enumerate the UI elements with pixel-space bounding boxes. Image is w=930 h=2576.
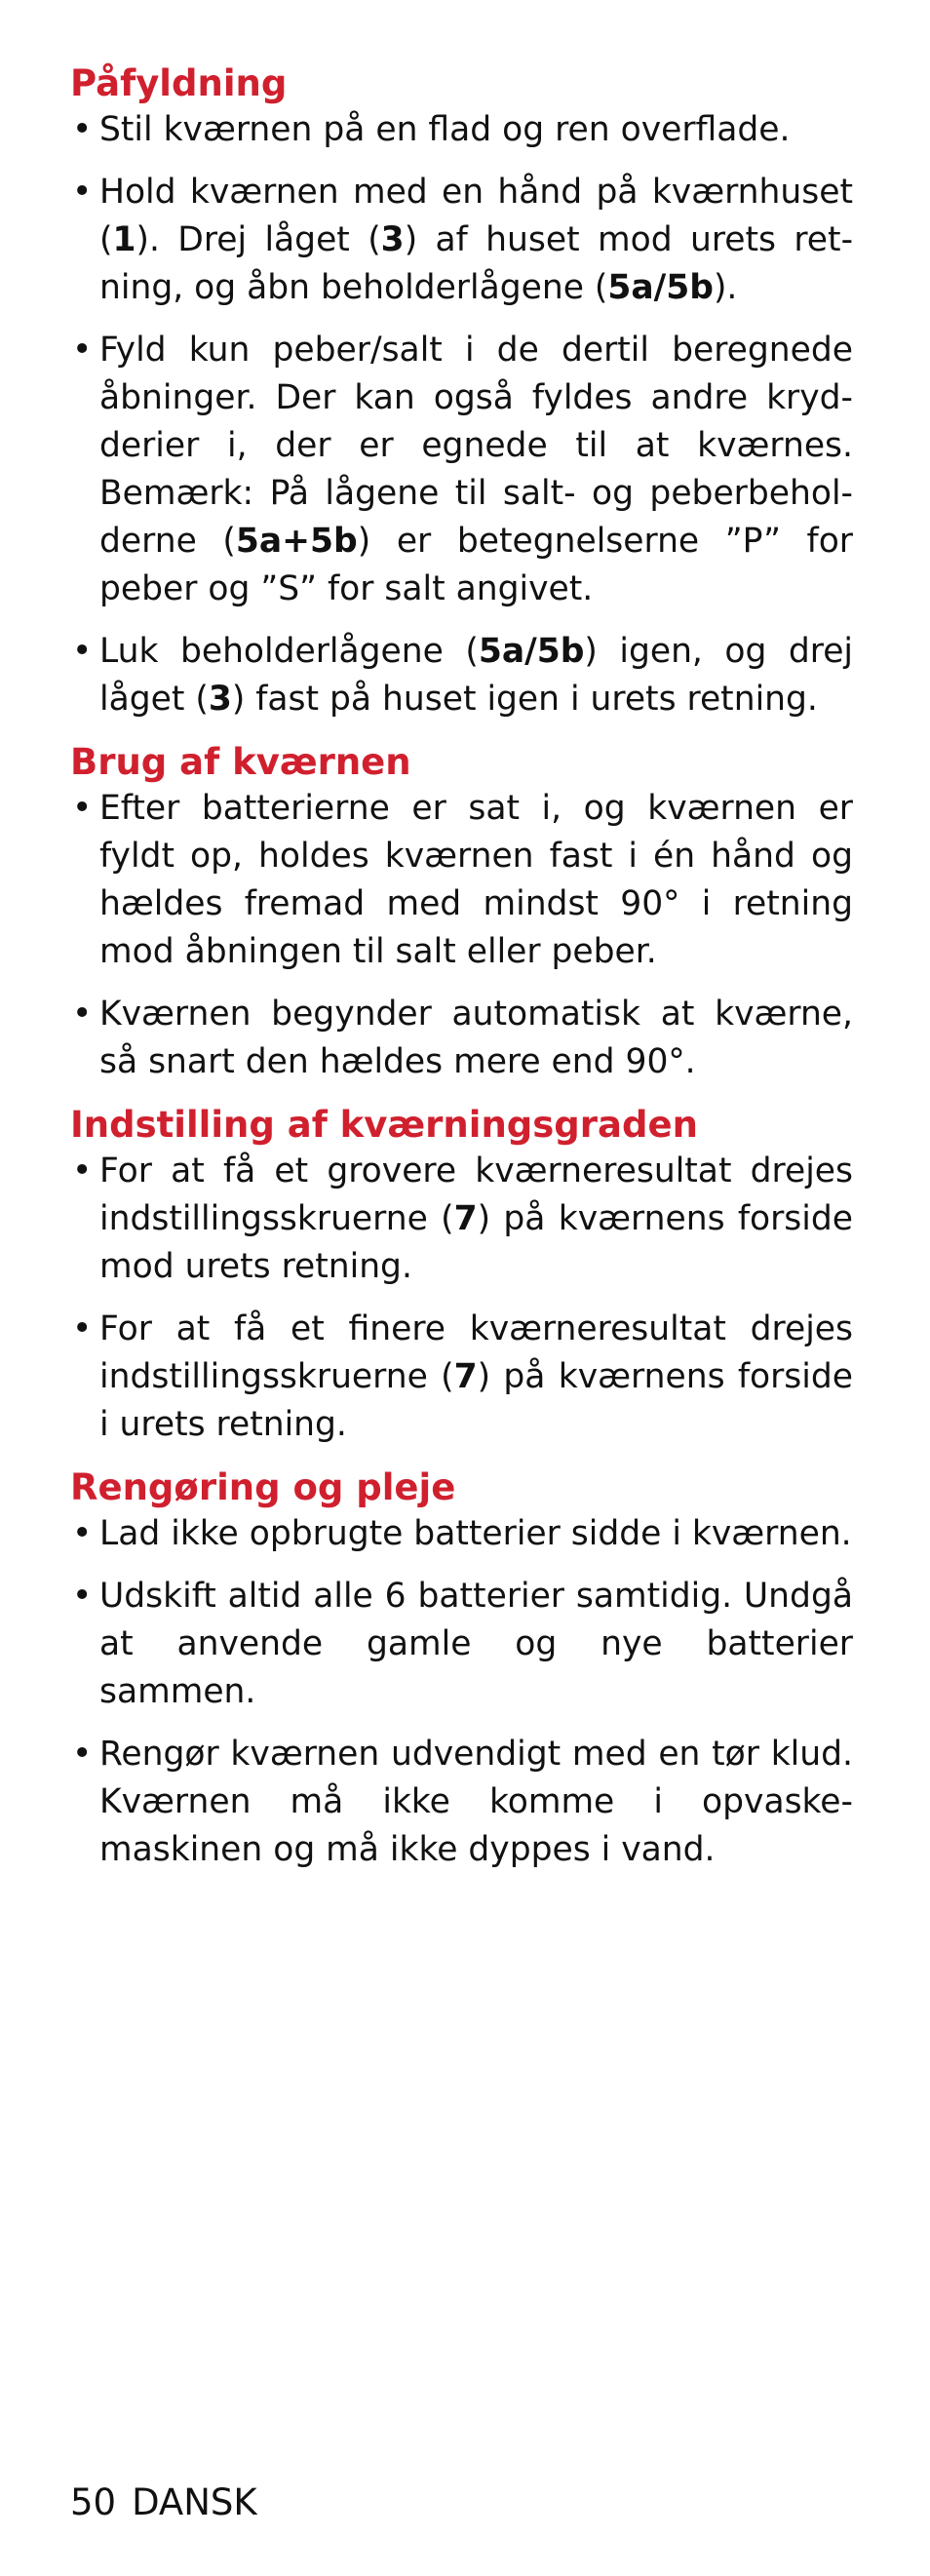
bullet-item	[70, 1148, 853, 1291]
bullet-item	[70, 991, 853, 1086]
text-run: Udskift altid alle 6 batterier samtidig. Undgå at anvende gamle og nye batterier sammen.	[99, 1577, 853, 1711]
part-reference: 7	[453, 1357, 478, 1396]
bullet-text	[99, 331, 853, 608]
section-title: Indstilling af kværningsgraden	[70, 1104, 698, 1146]
bullet-dot-icon: •	[72, 1309, 93, 1348]
text-run: ) på kværnens forside i urets retning.	[99, 1357, 853, 1444]
bullet-dot-icon: •	[72, 110, 93, 149]
bullet-item	[70, 106, 853, 154]
text-run: ) af huset mod urets retning, og åbn beholderlågene (	[99, 220, 854, 307]
bullet-list	[70, 1148, 853, 1449]
part-reference: 3	[380, 220, 405, 259]
bullet-item	[70, 169, 853, 312]
page-number: 50	[70, 2481, 117, 2523]
sections-container	[70, 60, 853, 1874]
part-reference: 1	[112, 220, 136, 259]
part-reference: 7	[453, 1199, 478, 1238]
bullet-dot-icon: •	[72, 1151, 93, 1190]
bullet-text	[99, 110, 791, 149]
bullet-dot-icon: •	[72, 995, 93, 1034]
bullet-dot-icon: •	[72, 1514, 93, 1553]
bullet-dot-icon: •	[72, 331, 93, 370]
text-run: For at få et grovere kværneresultat drejes indstillingsskruerne (	[99, 1151, 853, 1238]
bullet-dot-icon: •	[72, 632, 93, 671]
bullet-item	[70, 1731, 853, 1874]
text-run: Fyld kun peber/salt i de dertil beregnede åbninger. Der kan også fyldes andre krydderier i, der er egnede til at kværnes. Bemærk: På lågene til salt- og peberbeholderne (	[99, 331, 853, 561]
bullet-dot-icon: •	[72, 173, 93, 212]
text-run: ) fast på huset igen i urets retning.	[231, 680, 818, 719]
bullet-dot-icon: •	[72, 1735, 93, 1774]
part-reference: 5a/5b	[607, 268, 714, 307]
text-run: ) igen, og drej låget (	[99, 632, 854, 719]
bullet-list	[70, 106, 853, 723]
text-run: Lad ikke opbrugte batterier sidde i kværnen.	[99, 1514, 852, 1553]
language-label: DANSK	[132, 2481, 257, 2523]
text-run: Kværnen begynder automatisk at kværne, så snart den hældes mere end 90°.	[99, 995, 853, 1081]
section	[70, 1464, 853, 1874]
bullet-item	[70, 1510, 853, 1558]
text-run: ).	[713, 268, 738, 307]
bullet-text	[99, 1514, 852, 1553]
bullet-item	[70, 628, 853, 723]
text-run: Hold kværnen med en hånd på kværnhuset (	[99, 173, 853, 259]
part-reference: 3	[208, 680, 232, 719]
bullet-text	[99, 1577, 853, 1711]
bullet-text	[99, 995, 853, 1081]
section-title: Brug af kværnen	[70, 741, 411, 783]
text-run: ) er betegnelserne ”P” for peber og ”S” for salt angivet.	[99, 522, 853, 608]
text-run: Efter batterierne er sat i, og kværnen er fyldt op, holdes kværnen fast i én hånd og hældes fremad med mindst 90° i retning mod åbningen til salt eller peber.	[99, 789, 853, 971]
bullet-dot-icon: •	[72, 1577, 93, 1616]
text-run: Stil kværnen på en flad og ren overflade.	[99, 110, 791, 149]
text-run: ). Drej låget (	[136, 220, 381, 259]
section-title: Rengøring og pleje	[70, 1466, 456, 1508]
bullet-text	[99, 789, 853, 971]
bullet-text	[99, 173, 853, 307]
part-reference: 5a+5b	[235, 522, 358, 561]
bullet-text	[99, 632, 853, 719]
bullet-item	[70, 1573, 853, 1716]
bullet-item	[70, 785, 853, 976]
section	[70, 739, 853, 1086]
bullet-text	[99, 1735, 853, 1869]
bullet-text	[99, 1151, 853, 1286]
text-run: For at få et finere kværneresultat drejes indstillingsskruerne (	[99, 1309, 853, 1396]
bullet-list	[70, 785, 853, 1086]
bullet-text	[99, 1309, 853, 1444]
section	[70, 60, 853, 723]
page-footer	[70, 2479, 257, 2525]
part-reference: 5a/5b	[478, 632, 585, 671]
bullet-item	[70, 327, 853, 613]
bullet-dot-icon: •	[72, 789, 93, 828]
text-run: ) på kværnens forside mod urets retning.	[99, 1199, 853, 1286]
text-run: Rengør kværnen udvendigt med en tør klud. Kværnen må ikke komme i opvaskemaskinen og må ikke dyppes i vand.	[99, 1735, 853, 1869]
bullet-list	[70, 1510, 853, 1874]
text-run: Luk beholderlågene (	[99, 632, 479, 671]
section	[70, 1102, 853, 1449]
bullet-item	[70, 1306, 853, 1449]
manual-page	[70, 60, 853, 1874]
section-title: Påfyldning	[70, 62, 288, 104]
